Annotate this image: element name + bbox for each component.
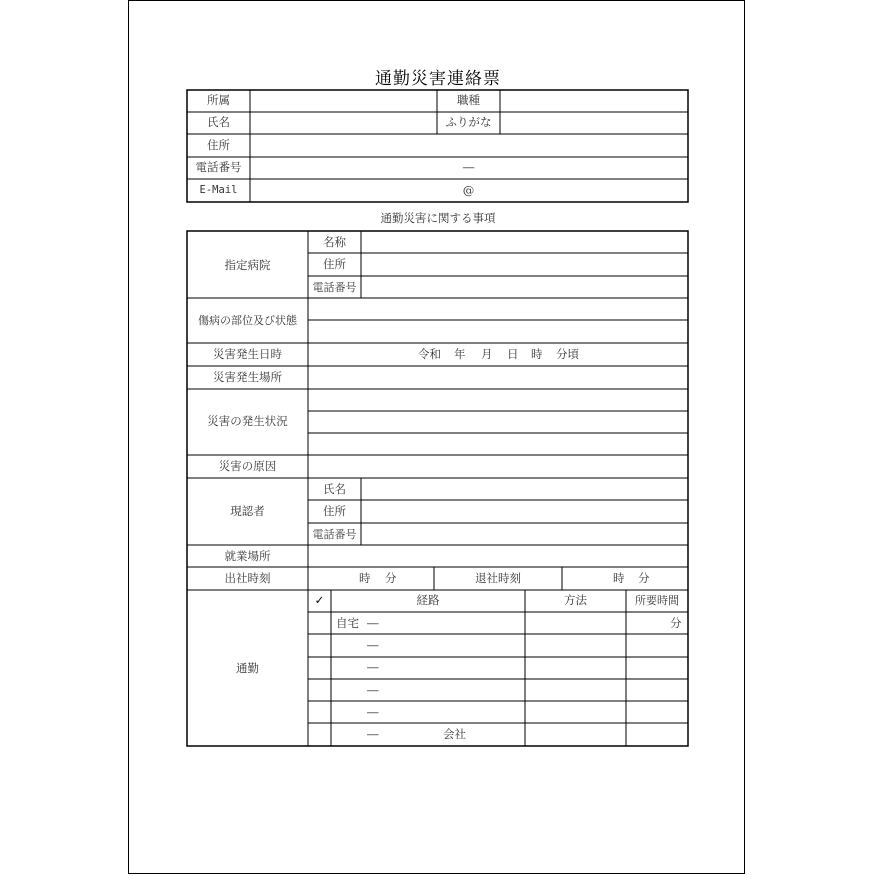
hospital-phone-label: 電話番号	[312, 281, 357, 294]
witness-name-label: 氏名	[323, 482, 346, 496]
witness-label: 現認者	[230, 504, 265, 518]
place-label: 災害発生場所	[213, 370, 282, 384]
minute-label: 分頃	[556, 347, 579, 361]
route-dash-4: ―	[367, 683, 379, 697]
minutes-label: 分	[670, 616, 682, 630]
workplace-label: 就業場所	[224, 549, 271, 563]
section-title: 通勤災害に関する事項	[380, 211, 496, 225]
situation-label: 災害の発生状況	[207, 414, 288, 428]
time-header: 所要時間	[635, 594, 679, 607]
route-dash-2: ―	[367, 638, 379, 652]
route-dash-6: ―	[367, 727, 379, 741]
route-home-label: 自宅	[336, 616, 359, 630]
route-dash-5: ―	[367, 705, 379, 719]
page-title: 通勤災害連絡票	[375, 69, 501, 89]
furigana-label: ふりがな	[445, 115, 492, 129]
cause-label: 災害の原因	[218, 459, 277, 473]
era-label: 令和	[418, 347, 441, 361]
method-header: 方法	[564, 593, 587, 607]
hospital-label: 指定病院	[224, 258, 271, 272]
check-header: ✓	[314, 593, 325, 607]
datetime-label: 災害発生日時	[213, 347, 282, 361]
arrive-minute-label: 分	[385, 571, 397, 585]
leave-minute-label: 分	[638, 571, 650, 585]
email-at-sign: @	[462, 183, 475, 197]
leave-hour-label: 時	[613, 571, 625, 585]
month-label: 月	[481, 347, 493, 361]
year-label: 年	[454, 347, 466, 361]
route-company-label: 会社	[443, 727, 466, 741]
phone-label: 電話番号	[195, 160, 242, 174]
witness-phone-label: 電話番号	[312, 528, 357, 541]
phone-separator: ―	[462, 160, 475, 174]
hospital-address-label: 住所	[323, 257, 346, 271]
hospital-name-label: 名称	[323, 235, 346, 249]
route-header: 経路	[416, 593, 440, 607]
route-dash-3: ―	[367, 660, 379, 674]
address-label: 住所	[207, 138, 230, 152]
commute-label: 通勤	[236, 661, 259, 675]
day-label: 日	[507, 347, 519, 361]
affiliation-label: 所属	[207, 93, 230, 107]
leave-time-label: 退社時刻	[475, 571, 521, 585]
job-label: 職種	[457, 93, 480, 107]
name-label: 氏名	[207, 115, 230, 129]
arrive-time-label: 出社時刻	[224, 571, 271, 585]
email-label: E-Mail	[199, 184, 238, 196]
witness-address-label: 住所	[323, 504, 346, 518]
arrive-hour-label: 時	[359, 571, 371, 585]
hour-label: 時	[531, 347, 543, 361]
injury-label: 傷病の部位及び状態	[198, 314, 297, 327]
route-dash-1: ―	[367, 616, 379, 630]
